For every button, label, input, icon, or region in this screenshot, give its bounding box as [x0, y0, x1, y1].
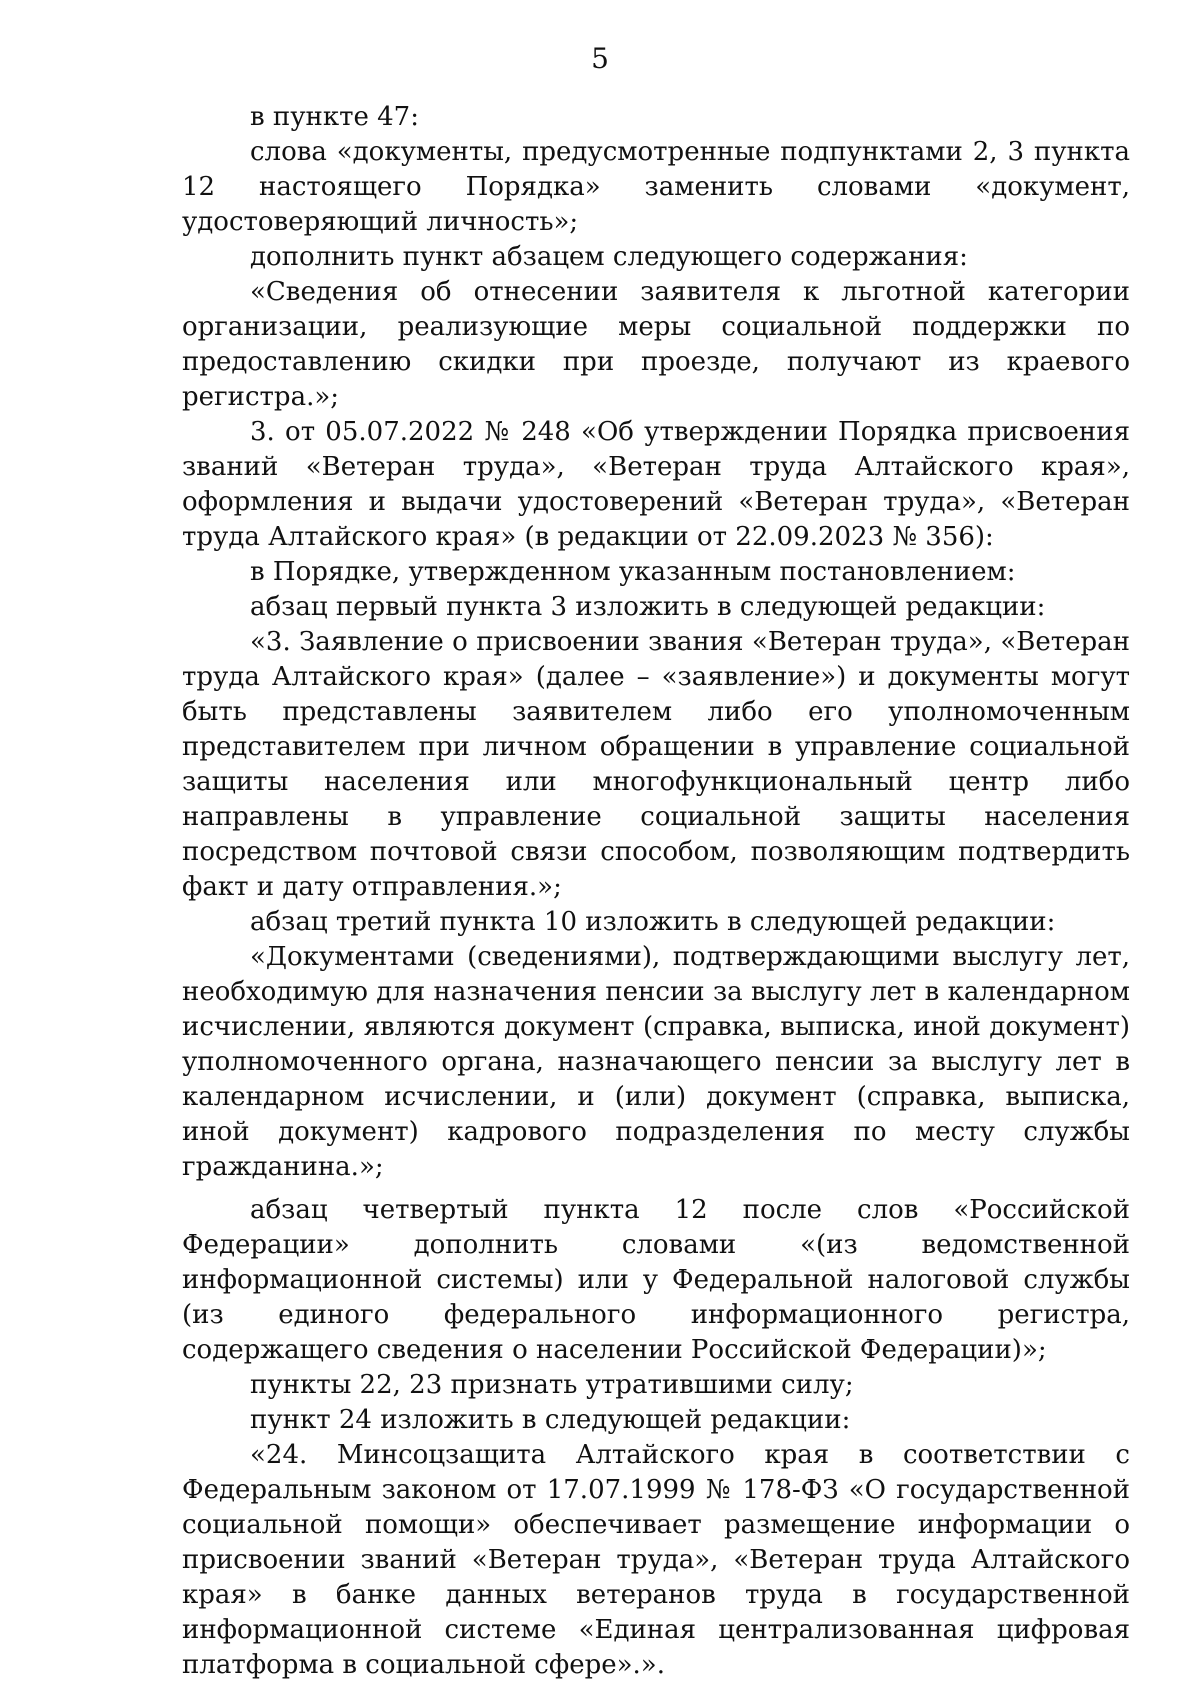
paragraph-4: «Сведения об отнесении заявителя к льготной категории организации, реализующие меры социальной поддержки по предоставлению скидки при проезде, получают из краевого регистра.»;	[182, 277, 1130, 412]
document-body	[182, 100, 1130, 1683]
paragraph-3: дополнить пункт абзацем следующего содержания:	[250, 242, 968, 272]
paragraph-13: пункт 24 изложить в следующей редакции:	[250, 1405, 851, 1435]
paragraph-7: абзац первый пункта 3 изложить в следующей редакции:	[250, 592, 1046, 622]
paragraph-14: «24. Минсоцзащита Алтайского края в соответствии с Федеральным законом от 17.07.1999 № 178-ФЗ «О государственной социальной помощи» обеспечивает размещение информации о присвоении званий «Ветеран труда», «Ветеран труда Алтайского края» в банке данных ветеранов труда в государственной информационной системе «Единая централизованная цифровая платформа в социальной сфере».».	[182, 1440, 1130, 1680]
paragraph-10: «Документами (сведениями), подтверждающими выслугу лет, необходимую для назначения пенсии за выслугу лет в календарном исчислении, являются документ (справка, выписка, иной документ) уполномоченного органа, назначающего пенсии за выслугу лет в календарном исчислении, и (или) документ (справка, выписка, иной документ) кадрового подразделения по месту службы гражданина.»;	[182, 942, 1130, 1182]
paragraph-11: абзац четвертый пункта 12 после слов «Российской Федерации» дополнить словами «(из ведомственной информационной системы) или у Федеральной налоговой службы (из единого федерального информационного регистра, содержащего сведения о населении Российской Федерации)»;	[182, 1195, 1130, 1365]
paragraph-1: в пункте 47:	[250, 102, 419, 132]
paragraph-9: абзац третий пункта 10 изложить в следующей редакции:	[250, 907, 1056, 937]
paragraph-5: 3. от 05.07.2022 № 248 «Об утверждении Порядка присвоения званий «Ветеран труда», «Ветеран труда Алтайского края», оформления и выдачи удостоверений «Ветеран труда», «Ветеран труда Алтайского края» (в редакции от 22.09.2023 № 356):	[182, 417, 1130, 552]
paragraph-12: пункты 22, 23 признать утратившими силу;	[250, 1370, 854, 1400]
paragraph-2: слова «документы, предусмотренные подпунктами 2, 3 пункта 12 настоящего Порядка» заменить словами «документ, удостоверяющий личность»;	[182, 137, 1130, 237]
paragraph-6: в Порядке, утвержденном указанным постановлением:	[250, 557, 1016, 587]
page-number: 5	[591, 42, 609, 75]
paragraph-8: «3. Заявление о присвоении звания «Ветеран труда», «Ветеран труда Алтайского края» (далее – «заявление») и документы могут быть представлены заявителем либо его уполномоченным представителем при личном обращении в управление социальной защиты населения или многофункциональный центр либо направлены в управление социальной защиты населения посредством почтовой связи способом, позволяющим подтвердить факт и дату отправления.»;	[182, 627, 1130, 902]
